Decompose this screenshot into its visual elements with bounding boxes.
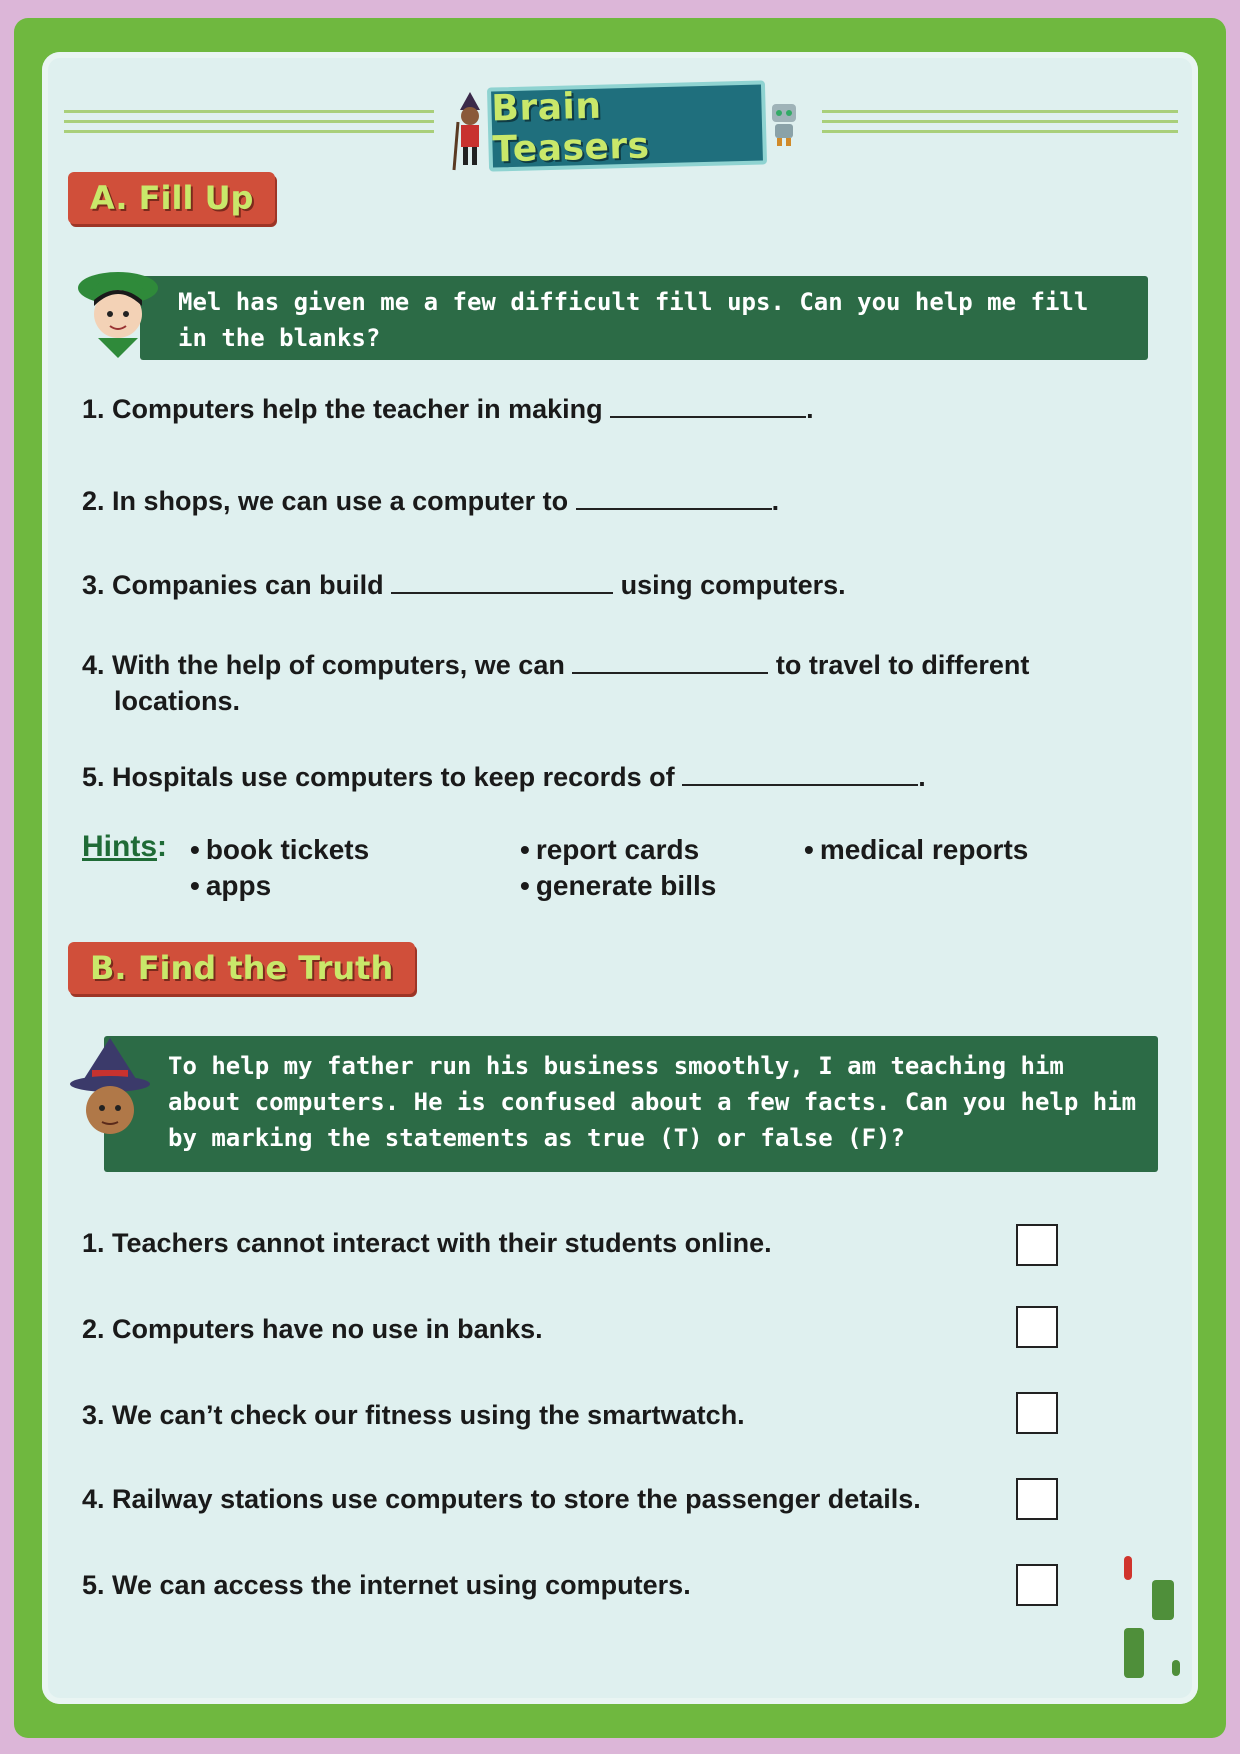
true-false-checkbox[interactable]	[1016, 1224, 1058, 1266]
true-false-checkbox[interactable]	[1016, 1306, 1058, 1348]
answer-blank[interactable]	[682, 764, 918, 786]
question-text: 2. In shops, we can use a computer to	[82, 486, 569, 516]
question-text: 4. With the help of computers, we can	[82, 650, 565, 680]
fill-question-3	[82, 570, 846, 601]
true-false-checkbox[interactable]	[1016, 1564, 1058, 1606]
hint-item: • report cards	[520, 834, 699, 866]
answer-blank[interactable]	[576, 488, 772, 510]
decorative-paint-mark	[1124, 1628, 1144, 1678]
question-punct: .	[918, 762, 926, 792]
true-false-checkbox[interactable]	[1016, 1392, 1058, 1434]
wizard-character-icon	[62, 1038, 158, 1142]
hint-item: • medical reports	[804, 834, 1028, 866]
fill-question-1	[82, 394, 814, 425]
speech-bubble-b	[104, 1036, 1158, 1172]
girl-character-icon	[72, 262, 164, 362]
question-text: 1. Computers help the teacher in making	[82, 394, 603, 424]
statement-2: 2. Computers have no use in banks.	[82, 1314, 543, 1344]
speech-text-a: Mel has given me a few difficult fill ups. Can you help me fill in the blanks?	[178, 288, 1089, 352]
true-false-checkbox[interactable]	[1016, 1478, 1058, 1520]
question-text: 5. Hospitals use computers to keep records of	[82, 762, 675, 792]
decorative-paint-mark	[1124, 1556, 1132, 1580]
answer-blank[interactable]	[610, 396, 806, 418]
decorative-paint-mark	[1152, 1580, 1174, 1620]
statement-4: 4. Railway stations use computers to store the passenger details.	[82, 1484, 921, 1514]
hints-label-text: Hints	[82, 830, 157, 863]
question-punct: using computers.	[613, 570, 846, 600]
brain-teasers-banner	[487, 80, 767, 171]
header-rule-left	[64, 110, 434, 140]
question-punct: to travel to different	[768, 650, 1030, 680]
hint-item: • generate bills	[520, 870, 716, 902]
answer-blank[interactable]	[572, 652, 768, 674]
section-b-title: B. Find the Truth	[90, 949, 394, 987]
robot-character-icon	[764, 100, 804, 148]
page-title: Brain Teasers	[490, 85, 651, 171]
question-punct: .	[806, 394, 814, 424]
section-b-tab	[68, 942, 415, 994]
statement-5: 5. We can access the internet using computers.	[82, 1570, 691, 1600]
question-text: 3. Companies can build	[82, 570, 384, 600]
fill-question-4-line2: locations.	[114, 686, 241, 716]
hints-label: Hints:	[82, 830, 167, 863]
decorative-paint-mark	[1172, 1660, 1180, 1676]
hint-item: • book tickets	[190, 834, 369, 866]
statement-3: 3. We can’t check our fitness using the smartwatch.	[82, 1400, 745, 1430]
section-a-tab	[68, 172, 275, 224]
speech-bubble-a	[140, 276, 1148, 360]
answer-blank[interactable]	[391, 572, 613, 594]
speech-text-b: To help my father run his business smoothly, I am teaching him about computers. He is confused about a few facts. Can you help him by marking the statements as true (T) or false (F)?	[168, 1052, 1137, 1152]
fill-question-4	[82, 650, 1029, 681]
statement-1: 1. Teachers cannot interact with their students online.	[82, 1228, 772, 1258]
fill-question-5	[82, 762, 926, 793]
section-a-title: A. Fill Up	[90, 179, 254, 217]
fill-question-2	[82, 486, 779, 517]
header-rule-right	[822, 110, 1178, 140]
witch-character-icon	[448, 92, 492, 172]
question-punct: .	[771, 486, 780, 516]
hint-item: • apps	[190, 870, 271, 902]
